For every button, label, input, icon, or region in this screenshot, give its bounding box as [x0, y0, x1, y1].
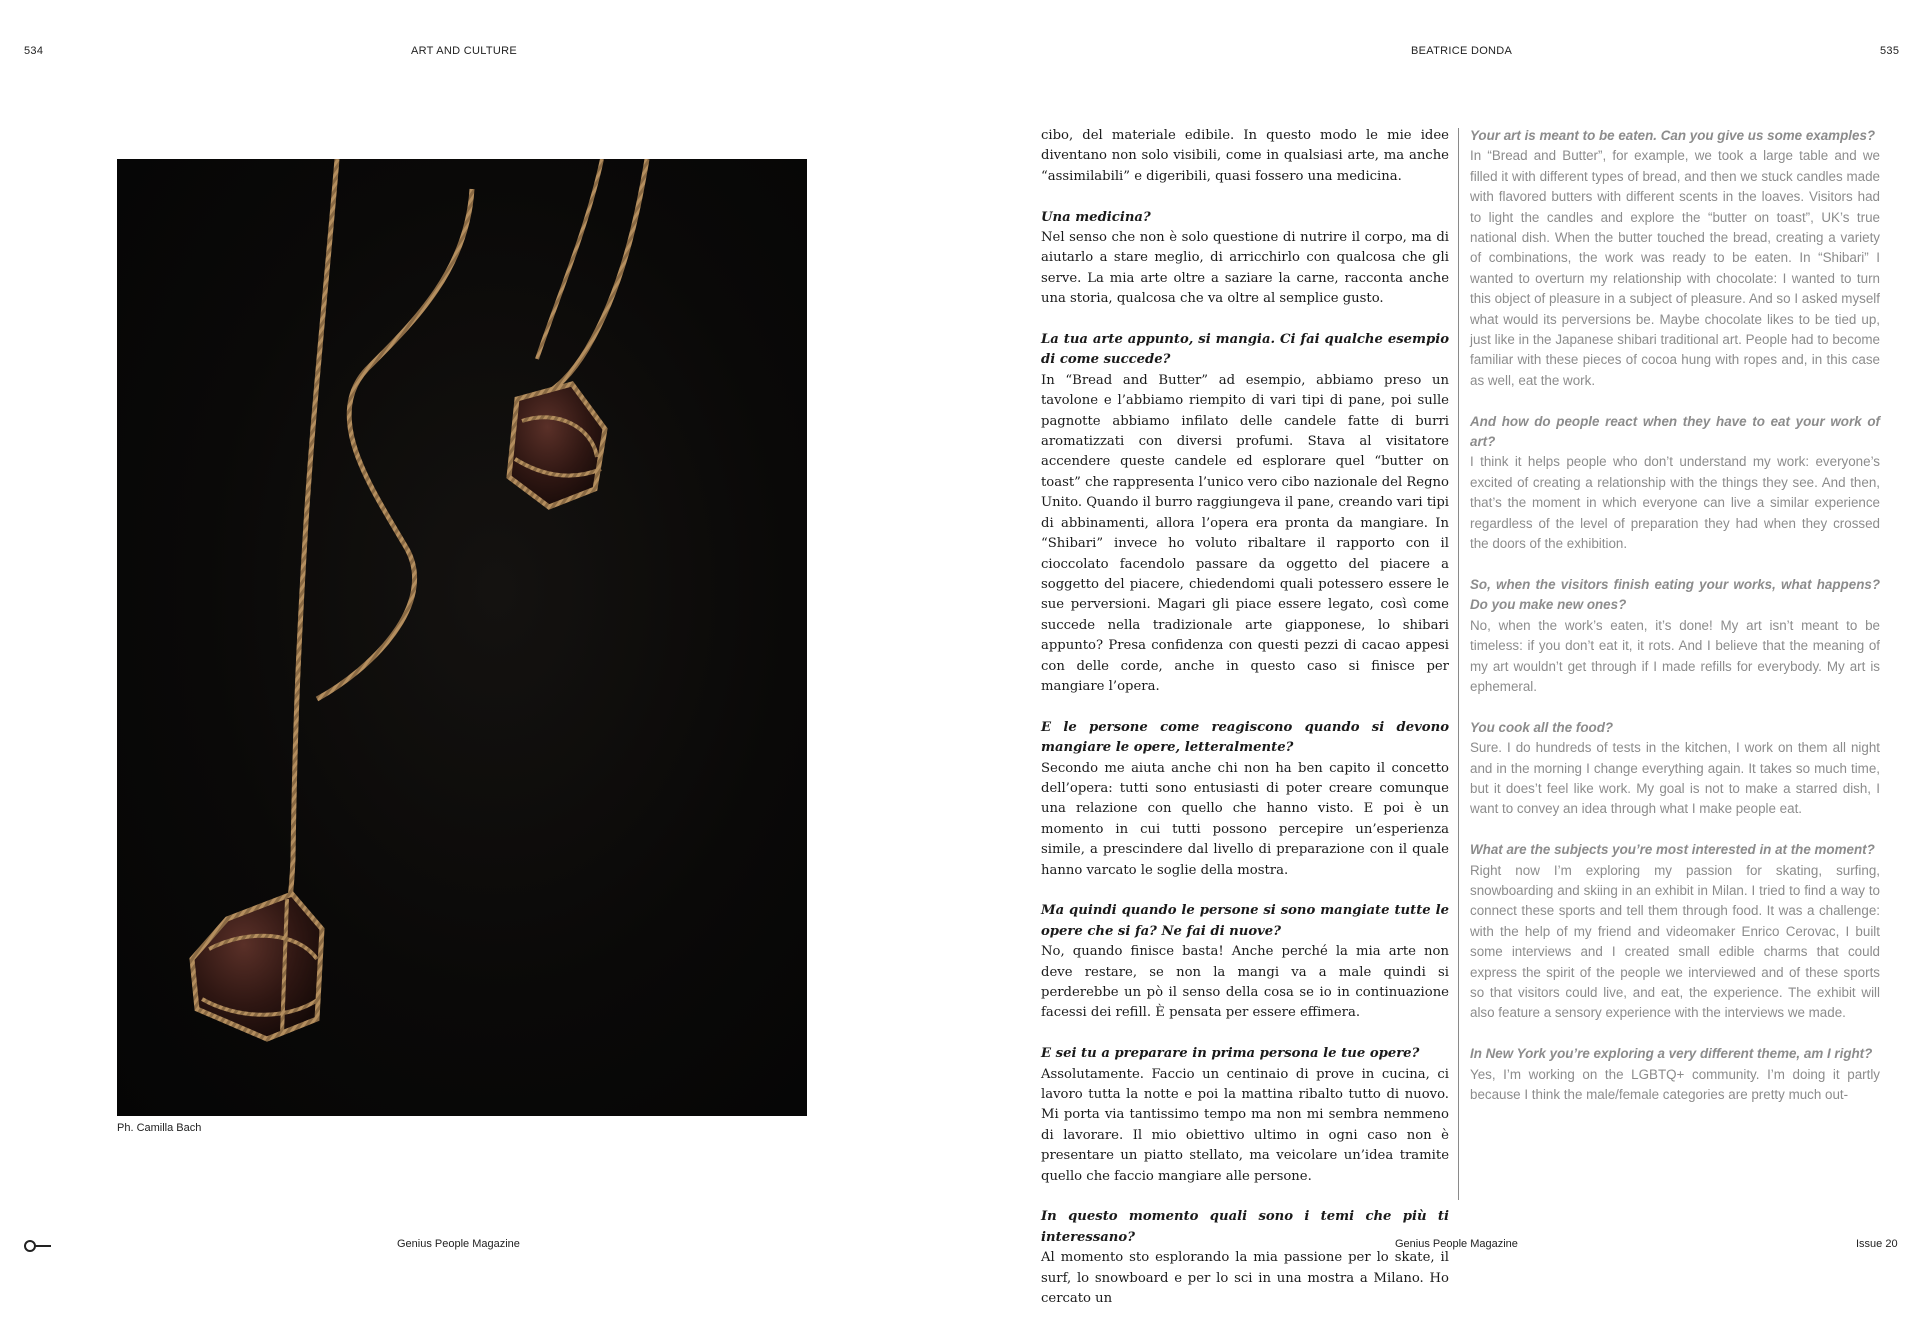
en-question: And how do people react when they have to eat your work of art? — [1470, 413, 1880, 450]
en-question: You cook all the food? — [1470, 719, 1614, 735]
chocolate-on-twine-photo — [117, 159, 807, 1116]
it-block — [1041, 208, 1449, 310]
it-answer: Secondo me aiuta anche chi non ha ben capito il concetto dell’opera: tutti sono entusiasti di poter creare comunque una relazione con quello che hanno visto. E poi è un momento in cui tutti possono percepire un’esperienza simile, a prescindere dal livello di preparazione con il quale hanno varcato le soglie della mostra. — [1041, 760, 1449, 878]
en-answer: Sure. I do hundreds of tests in the kitchen, I work on them all night and in the morning I change everything again. It takes so much time, but it does’t feel like work. My goal is not to make a starred dish, I want to convey an idea through what I make people eat. — [1470, 740, 1880, 817]
en-answer: I think it helps people who don’t understand my work: everyone’s excited of creating a relationship with the things they see. And then, that’s the moment in which everyone can live a similar experience regardless of the level of preparation they had when they crossed the doors of the exhibition. — [1470, 454, 1880, 552]
column-divider — [1458, 128, 1459, 1200]
it-block — [1041, 1044, 1449, 1187]
it-question: In questo momento quali sono i temi che più ti interessano? — [1041, 1209, 1449, 1245]
it-question: E le persone come reagiscono quando si devono mangiare le opere, letteralmente? — [1041, 719, 1449, 756]
en-block — [1470, 412, 1880, 555]
logo-line — [34, 1245, 51, 1247]
en-block — [1470, 718, 1880, 820]
chocolate-piece-bottom — [192, 894, 322, 1039]
footer-magazine-right: Genius People Magazine — [1395, 1238, 1518, 1250]
en-question: What are the subjects you’re most interested in at the moment? — [1470, 842, 1875, 858]
it-block — [1041, 126, 1449, 187]
rope-wavy — [317, 189, 472, 699]
it-question: Ma quindi quando le persone si sono mangiate tutte le opere che si fa? Ne fai di nuove? — [1041, 903, 1449, 939]
it-answer: Nel senso che non è solo questione di nutrire il corpo, ma di aiutarlo a stare meglio, di arricchirlo con qualcosa che gli serve. La mia arte oltre a saziare la carne, racconta anche una storia, qualcosa che va oltre al semplice gusto. — [1041, 230, 1449, 307]
photo-illustration — [117, 159, 807, 1116]
en-question: In New York you’re exploring a very different theme, am I right? — [1470, 1046, 1873, 1062]
it-answer: cibo, del materiale edibile. In questo modo le mie idee diventano non solo visibili, come in qualsiasi arte, ma anche “assimilabili” e digeribili, quasi fossero una medicina. — [1041, 128, 1449, 184]
interview-italian — [1041, 126, 1449, 1330]
it-block — [1041, 330, 1449, 697]
it-question: Una medicina? — [1041, 209, 1151, 225]
it-answer: No, quando finisce basta! Anche perché la mia arte non deve restare, se non la mangi va a male quindi si perderebbe un pò il senso della cosa se io in continuazione facessi dei refill. È pensata per essere effimera. — [1041, 944, 1449, 1021]
it-question: E sei tu a preparare in prima persona le tue opere? — [1041, 1046, 1420, 1062]
en-block — [1470, 1044, 1880, 1105]
photo-credit: Ph. Camilla Bach — [117, 1122, 202, 1134]
en-answer: Right now I’m exploring my passion for skating, surfing, snowboarding and skiing in an exhibit in Milan. I tried to find a way to connect these sports and tell them through food. It was a challenge: with the help of my friend and videomaker Enrico Cerovac, I built some interviews and I created small edible charms that could express the spirit of the people we interviewed and of these sports so that visitors could live, and eat, the experience. The exhibit will also feature a sensory experience with the interviews we made. — [1470, 862, 1880, 1021]
en-answer: No, when the work’s eaten, it’s done! My art isn’t meant to be timeless: if you don’t eat it, it rots. And I believe that the meaning of my art wouldn’t get through if I made refills for everybody. My art is ephemeral. — [1470, 617, 1880, 694]
rope-left — [282, 159, 337, 939]
en-block — [1470, 126, 1880, 391]
it-answer: In “Bread and Butter” ad esempio, abbiamo preso un tavolone e l’abbiamo riempito di vari tipi di pane, poi sulle pagnotte abbiamo infilato delle candele fatte di burri aromatizzati con diversi profumi. Stava al visitatore accendere queste candele ed esplorare quel “butter on toast” che rappresenta l’unico vero cibo nazionale del Regno Unito. Quando il burro raggiungeva il pane, creando vari tipi di abbinamenti, allora l’opera era pronta da mangiare. In “Shibari” invece ho voluto ribaltare il rapporto con il cioccolato facendolo passare da oggetto del piacere a soggetto del piacere, chiedendomi quali potessero essere le sue perversioni. Magari gli piace essere legato, così come succede nella tradizionale arte giapponese, lo shibari appunto? Presa confidenza con questi pezzi di cacao appesi con delle corde, anche in questo caso si finisce per mangiare l’opera. — [1041, 372, 1449, 694]
chocolate-piece-top — [509, 384, 605, 507]
interview-english — [1470, 126, 1880, 1126]
it-block — [1041, 901, 1449, 1023]
footer-magazine-left: Genius People Magazine — [397, 1238, 520, 1250]
section-title: ART AND CULTURE — [411, 45, 517, 57]
author-name: BEATRICE DONDA — [1411, 45, 1513, 57]
it-question: La tua arte appunto, si mangia. Ci fai qualche esempio di come succede? — [1041, 332, 1449, 368]
en-answer: In “Bread and Butter”, for example, we took a large table and we filled it with different types of bread, and then we stuck candles made with flavored butters with different scents in the loaves. Visitors had to light the candles and explore the “butter on toast”, UK’s true national dish. When the butter touched the bread, creating a variety of combinations, the work was ready to be eaten. In “Shibari” I wanted to overturn my relationship with chocolate: I wanted to turn this object of pleasure in a subject of pleasure. And so I asked myself what would its perversions be. Maybe chocolate likes to be tied up, just like in the Japanese shibari traditional art. People had to become familiar with these pieces of cocoa hung with ropes and, in this case as well, eat the work. — [1470, 148, 1880, 388]
page-number-left: 534 — [24, 45, 44, 57]
page-number-right: 535 — [1880, 45, 1900, 57]
it-block — [1041, 718, 1449, 881]
en-block — [1470, 575, 1880, 697]
en-question: Your art is meant to be eaten. Can you give us some examples? — [1470, 128, 1876, 143]
en-answer: Yes, I’m working on the LGBTQ+ community. I’m doing it partly because I think the male/female categories are pretty much out- — [1470, 1066, 1880, 1103]
rope-right-2 — [537, 159, 602, 359]
it-answer: Assolutamente. Faccio un centinaio di prove in cucina, ci lavoro tutta la notte e poi la mattina ribalto tutto di nuovo. Mi porta via tantissimo tempo ma non mi sembra nemmeno di lavorare. Il mio obiettivo ultimo in ogni caso non è presentare un piatto stellato, ma veicolare un’idea tramite quello che faccio mangiare alle persone. — [1041, 1066, 1449, 1184]
it-block — [1041, 1207, 1449, 1309]
it-answer: Al momento sto esplorando la mia passione per lo skate, il surf, lo snowboard e per lo sci in una mostra a Milano. Ho cercato un — [1041, 1250, 1449, 1307]
en-block — [1470, 840, 1880, 1024]
en-question: So, when the visitors finish eating your works, what happens? Do you make new ones? — [1470, 576, 1880, 613]
footer-issue: Issue 20 — [1856, 1238, 1898, 1250]
